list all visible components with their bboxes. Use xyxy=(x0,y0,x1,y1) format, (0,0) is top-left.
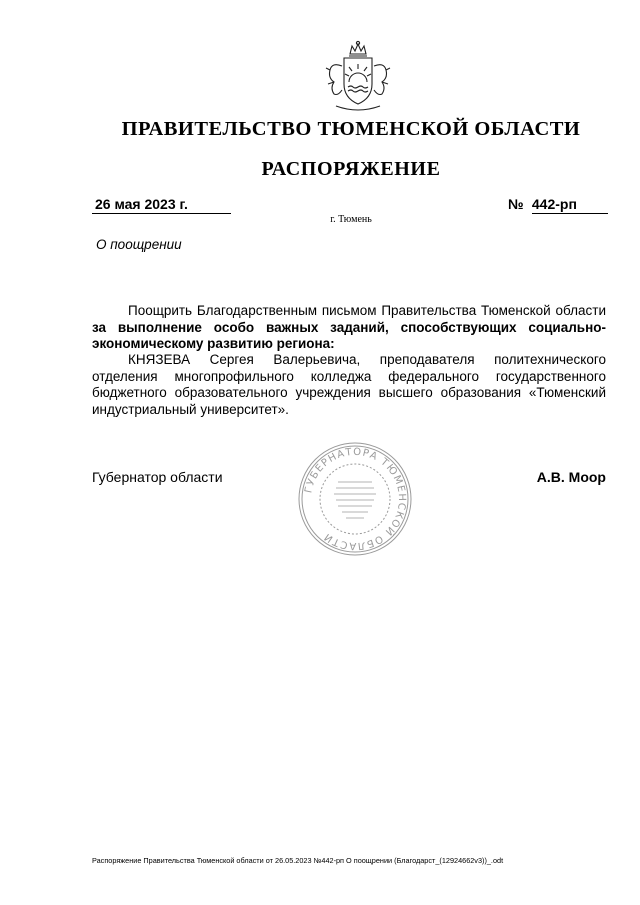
number-value: 442-рп xyxy=(532,196,608,214)
footer-filename: Распоряжение Правительства Тюменской области от 26.05.2023 №442-рп О поощрении (Благодарст_(12924662v3))_.odt xyxy=(92,856,504,865)
paragraph-1-bold-text: за выполнение особо важных заданий, способствующих социально-экономическому развитию региона: xyxy=(92,319,606,351)
document-date: 26 мая 2023 г. xyxy=(92,196,231,214)
official-seal-stamp xyxy=(296,440,414,558)
svg-text:ГУБЕРНАТОРА ТЮМЕНСКОЙ ОБЛАСТИ: ГУБЕРНАТОРА ТЮМЕНСКОЙ ОБЛАСТИ xyxy=(303,446,408,552)
signer-name: А.В. Моор xyxy=(536,469,606,485)
number-sign: № xyxy=(508,196,524,212)
tyumen-region-coat-of-arms-icon xyxy=(318,40,398,114)
document-subject: О поощрении xyxy=(96,237,182,252)
document-number xyxy=(508,196,608,214)
paragraph-1-text: Поощрить Благодарственным письмом Правительства Тюменской области xyxy=(128,303,606,318)
body-paragraph-1 xyxy=(92,303,606,353)
signer-title: Губернатор области xyxy=(92,469,223,485)
document-type-title: РАСПОРЯЖЕНИЕ xyxy=(261,158,441,180)
government-title: ПРАВИТЕЛЬСТВО ТЮМЕНСКОЙ ОБЛАСТИ xyxy=(121,118,581,140)
city: г. Тюмень xyxy=(330,214,372,225)
body-paragraph-2: КНЯЗЕВА Сергея Валерьевича, преподавателя политехнического отделения многопрофильного колледжа федерального государственного бюджетного образовательного учреждения высшего образования «Тюменский индустриальный университет». xyxy=(92,352,606,417)
